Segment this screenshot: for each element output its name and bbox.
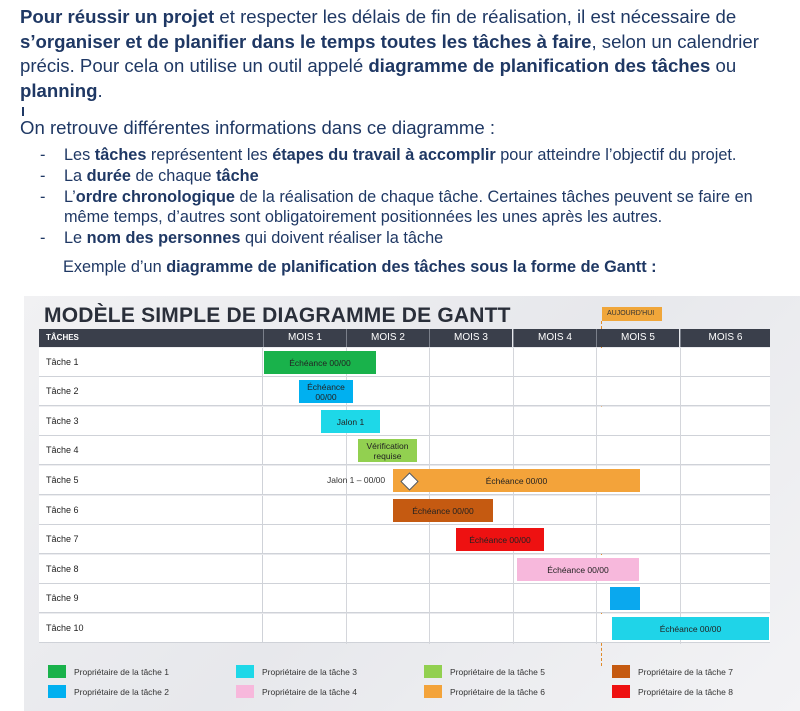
legend-label: Propriétaire de la tâche 4	[262, 686, 357, 697]
legend-label: Propriétaire de la tâche 3	[262, 666, 357, 677]
gantt-chart	[24, 296, 800, 711]
month-gridline	[429, 348, 430, 644]
example-bold: diagramme de planification des tâches sous la forme de Gantt :	[166, 258, 657, 276]
task-row	[39, 555, 770, 584]
bullet-bold: étapes du travail à accomplir	[272, 146, 496, 164]
legend-label: Propriétaire de la tâche 1	[74, 666, 169, 677]
bullet-list	[40, 145, 780, 249]
bullet-text: L’	[64, 187, 76, 206]
example-text: Exemple d’un	[63, 258, 167, 276]
month-header: MOIS 4	[513, 329, 596, 347]
legend-item	[236, 685, 357, 698]
bullet-item	[40, 187, 780, 229]
bullet-item	[40, 228, 780, 249]
example-caption	[63, 258, 657, 277]
task-column-header: TÂCHES	[39, 329, 263, 347]
task-label: Tâche 5	[39, 466, 263, 494]
legend-item	[424, 665, 545, 678]
text-cursor-mark	[22, 107, 24, 116]
month-header: MOIS 6	[680, 329, 770, 347]
bullet-bold: ordre chronologique	[75, 187, 235, 206]
bullet-bold: tâches	[94, 146, 147, 164]
task-bar[interactable]: Échéance 00/00	[517, 558, 639, 581]
task-bar[interactable]: Échéance 00/00	[612, 617, 769, 640]
legend-swatch	[612, 665, 630, 678]
intro-bold-4: planning	[20, 79, 98, 101]
month-gridline	[680, 348, 681, 644]
intro-bold-1: Pour réussir un projet	[20, 6, 215, 27]
legend-label: Propriétaire de la tâche 6	[450, 686, 545, 697]
bullet-bold: nom des personnes	[86, 229, 241, 248]
task-row	[39, 525, 770, 554]
bullet-item	[40, 166, 780, 187]
legend-item	[48, 685, 169, 698]
legend-label: Propriétaire de la tâche 7	[638, 666, 733, 677]
task-label: Tâche 3	[39, 407, 263, 435]
task-label: Tâche 6	[39, 496, 263, 524]
task-bar[interactable]: Échéance 00/00	[393, 469, 640, 492]
task-bar[interactable]	[610, 587, 640, 610]
task-label: Tâche 9	[39, 584, 263, 612]
bullet-text: de chaque	[130, 166, 217, 185]
task-bar[interactable]: Vérification requise	[358, 439, 417, 462]
task-label: Tâche 10	[39, 614, 263, 642]
task-row	[39, 584, 770, 613]
task-bar[interactable]: Échéance 00/00	[264, 351, 376, 374]
legend-label: Propriétaire de la tâche 2	[74, 686, 169, 697]
legend-item	[236, 665, 357, 678]
legend-item	[612, 685, 733, 698]
task-bar[interactable]: Jalon 1	[321, 410, 380, 433]
legend-item	[48, 665, 169, 678]
subheading: On retrouve différentes informations dans ce diagramme :	[20, 117, 496, 138]
month-header: MOIS 1	[263, 329, 346, 347]
task-label: Tâche 1	[39, 348, 263, 376]
bullet-bold: durée	[86, 166, 131, 185]
intro-bold-3: diagramme de planification des tâches	[368, 55, 711, 76]
bullet-text: Les	[64, 146, 95, 164]
bullet-text: Le	[64, 229, 87, 248]
task-label: Tâche 2	[39, 377, 263, 405]
month-header: MOIS 3	[429, 329, 512, 347]
month-header: MOIS 5	[596, 329, 679, 347]
bullet-bold: tâche	[216, 166, 259, 185]
legend-swatch	[612, 685, 630, 698]
task-bar[interactable]: Échéance 00/00	[299, 380, 353, 403]
task-row	[39, 348, 770, 377]
legend-swatch	[236, 665, 254, 678]
month-gridline	[596, 348, 597, 644]
task-label: Tâche 7	[39, 525, 263, 553]
task-row	[39, 407, 770, 436]
intro-text-2: , selon un calendrier précis. Pour cela on utilise un outil appelé	[20, 30, 759, 76]
bullet-dash: -	[40, 166, 46, 185]
month-header: MOIS 2	[346, 329, 429, 347]
gantt-title: MODÈLE SIMPLE DE DIAGRAMME DE GANTT	[44, 304, 511, 327]
legend-label: Propriétaire de la tâche 5	[450, 666, 545, 677]
bullet-dash: -	[40, 187, 46, 206]
intro-text-1: et respecter les délais de fin de réalisation, il est nécessaire de	[214, 6, 737, 27]
today-marker-label: AUJOURD'HUI	[602, 307, 662, 321]
bullet-item	[40, 145, 780, 166]
bullet-text: qui doivent réaliser la tâche	[240, 229, 444, 248]
legend-swatch	[48, 665, 66, 678]
task-row	[39, 377, 770, 406]
bullet-text: de la réalisation de chaque tâche. Certaines tâches peuvent se faire en même temps, d’autres sont obligatoirement positionnées les unes après les autres.	[64, 187, 753, 227]
bullet-dash: -	[40, 229, 46, 248]
task-label: Tâche 4	[39, 436, 263, 464]
legend-label: Propriétaire de la tâche 8	[638, 686, 733, 697]
intro-paragraph	[20, 5, 780, 103]
bullet-text: pour atteindre l’objectif du projet.	[495, 146, 737, 164]
bullet-dash: -	[40, 146, 46, 164]
intro-text-3: ou	[710, 55, 737, 76]
legend-swatch	[424, 665, 442, 678]
legend-swatch	[236, 685, 254, 698]
legend-swatch	[48, 685, 66, 698]
intro-text-4: .	[97, 79, 103, 101]
intro-bold-2: s’organiser et de planifier dans le temps toutes les tâches à faire	[20, 30, 592, 52]
bullet-text: La	[64, 166, 87, 185]
bullet-text: représentent les	[146, 146, 273, 164]
legend-item	[424, 685, 545, 698]
task-bar[interactable]: Échéance 00/00	[393, 499, 493, 522]
task-bar[interactable]: Échéance 00/00	[456, 528, 544, 551]
task-label: Tâche 8	[39, 555, 263, 583]
month-gridline	[513, 348, 514, 644]
milestone-note: Jalon 1 – 00/00	[327, 475, 386, 485]
legend-swatch	[424, 685, 442, 698]
legend-item	[612, 665, 733, 678]
